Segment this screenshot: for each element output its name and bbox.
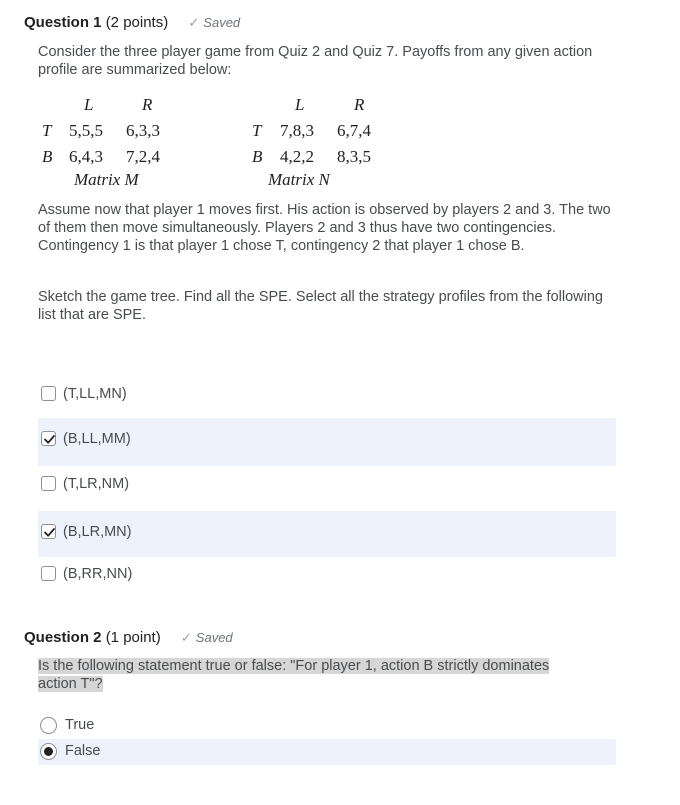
option-label: (B,LR,MN) xyxy=(63,524,132,540)
matrix-n-col-R: R xyxy=(354,95,365,114)
radio-label: True xyxy=(65,717,95,733)
question-2-points: (1 point) xyxy=(105,629,161,646)
question-2-title: Question 2 xyxy=(24,629,102,646)
radio-button[interactable] xyxy=(40,717,57,734)
question-1-header xyxy=(24,14,240,31)
saved-label: Saved xyxy=(195,630,233,645)
radio-row-false[interactable] xyxy=(38,739,616,765)
radio-dot-icon xyxy=(44,747,53,756)
matrix-m-caption: Matrix M xyxy=(74,170,139,189)
option-row-1[interactable] xyxy=(38,373,616,417)
matrix-n-cell: 8,3,5 xyxy=(337,147,371,166)
question-1-paragraph-2: Assume now that player 1 moves first. His action is observed by players 2 and 3. The two of them then move simultaneously. Players 2 and 3 thus have two contingencies. Contingency 1 is that player 1 chose T, contingency 2 that player 1 chose B. xyxy=(38,202,611,254)
option-row-4[interactable] xyxy=(38,511,616,557)
question-1-saved-status xyxy=(188,15,240,30)
checkbox[interactable] xyxy=(41,566,56,581)
matrix-m-cell: 7,2,4 xyxy=(126,147,160,166)
radio-row-true[interactable] xyxy=(38,713,616,739)
matrix-m-row-B: B xyxy=(42,147,53,166)
matrix-m-cell: 6,3,3 xyxy=(126,121,160,140)
matrix-n-row-T: T xyxy=(252,121,262,140)
matrix-n-cell: 7,8,3 xyxy=(280,121,314,140)
question-1-paragraph-3: Sketch the game tree. Find all the SPE. Select all the strategy profiles from the following list that are SPE. xyxy=(38,289,603,323)
matrix-n-caption: Matrix N xyxy=(268,170,330,189)
check-icon: ✓ xyxy=(180,630,192,645)
checkbox-checked[interactable] xyxy=(41,431,56,446)
checkbox-checked[interactable] xyxy=(41,524,56,539)
option-label: (T,LR,NM) xyxy=(63,476,130,492)
option-label: (T,LL,MN) xyxy=(63,386,127,402)
matrix-n-cell: 4,2,2 xyxy=(280,147,314,166)
saved-label: Saved xyxy=(203,15,241,30)
matrix-n-col-L: L xyxy=(295,95,305,114)
question-1-points: (2 points) xyxy=(105,14,169,31)
option-label: (B,RR,NN) xyxy=(63,566,133,582)
option-label: (B,LL,MM) xyxy=(63,431,131,447)
question-2-prompt xyxy=(38,657,590,693)
option-row-2[interactable] xyxy=(38,418,616,466)
check-icon: ✓ xyxy=(188,15,200,30)
matrix-m-cell: 5,5,5 xyxy=(69,121,103,140)
question-1-intro: Consider the three player game from Quiz 2 and Quiz 7. Payoffs from any given action profile are summarized below: xyxy=(38,44,593,78)
checkbox[interactable] xyxy=(41,386,56,401)
option-row-3[interactable] xyxy=(38,463,616,507)
matrix-m-col-R: R xyxy=(142,95,153,114)
matrix-m-col-L: L xyxy=(84,95,94,114)
radio-label: False xyxy=(65,743,101,759)
checkmark-icon xyxy=(43,433,56,446)
radio-button-selected[interactable] xyxy=(40,743,57,760)
question-2-header xyxy=(24,629,233,646)
matrix-m-cell: 6,4,3 xyxy=(69,147,103,166)
checkbox[interactable] xyxy=(41,476,56,491)
option-row-5[interactable] xyxy=(38,553,616,597)
matrix-n-row-B: B xyxy=(252,147,263,166)
matrix-n-cell: 6,7,4 xyxy=(337,121,371,140)
checkmark-icon xyxy=(43,526,56,539)
question-2-prompt-text: Is the following statement true or false: "For player 1, action B strictly dominates action T"? xyxy=(38,658,550,692)
question-2-saved-status xyxy=(181,630,233,645)
question-1-title: Question 1 xyxy=(24,14,102,31)
matrix-m-row-T: T xyxy=(42,121,52,140)
